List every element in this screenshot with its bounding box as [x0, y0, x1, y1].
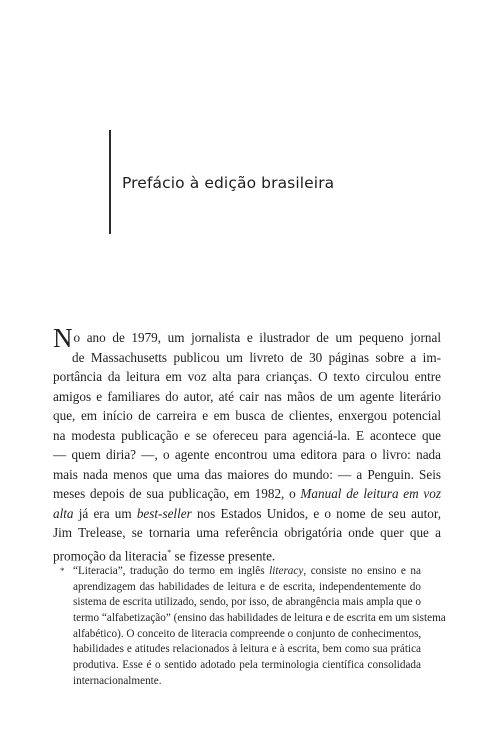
book-title-italic: alta [53, 505, 74, 521]
body-line: mais nada menos que uma das maiores do mundo: — a Penguin. Seis [53, 466, 441, 482]
drop-cap: N [53, 323, 73, 353]
footnote-line: “Literacia”, tradução do termo em inglês literacy, consiste no ensino e na [73, 565, 421, 577]
footnote-reference: * [167, 547, 172, 557]
body-line: meses depois de sua publicação, em 1982, o Manual de leitura em voz [53, 486, 441, 501]
body-line: — quem diria? —, o agente encontrou uma editora para o livro: nada [53, 447, 441, 462]
body-line: na modesta publicação e se ofereceu para agenciá-la. E acontece que [53, 427, 441, 443]
footnote-line: habilidades e atitudes relacionados à leitura e à escrita, bem como sua prática [73, 643, 421, 656]
footnote-line: internacionalmente. [73, 674, 162, 687]
footnote-line: produtiva. Esse é o sentido adotado pela terminologia científica consolidada [73, 659, 421, 672]
body-line: alta já era um best-seller nos Estados Unidos, e o nome de seu autor, [53, 505, 441, 521]
chapter-title: Prefácio à edição brasileira [122, 174, 335, 192]
footnote-line: alfabético). O conceito de literacia compreende o conjunto de conhecimentos, [73, 627, 422, 640]
preface-paragraph [53, 323, 441, 563]
body-line: que, em início de carreira e em busca de clientes, enxergou potencial [53, 408, 441, 423]
footnote-line: sistema de escrita utilizado, sendo, por isso, de abrangência mais ampla que o [73, 596, 421, 609]
footnote-line: termo “alfabetização” (ensino das habilidades de leitura e de escrita em um sistema [73, 612, 446, 625]
body-line: amigos e familiares do autor, até cair nas mãos de um agente literário [53, 388, 441, 404]
footnote-line: aprendizagem das habilidades de leitura e de escrita, independentemente do [73, 580, 421, 593]
body-line: promoção da literacia* se fizesse presente. [53, 547, 276, 563]
body-line: Jim Trelease, se tornaria uma referência obrigatória onde quer que a [53, 525, 441, 540]
best-seller-italic: best-seller [136, 505, 192, 521]
body-line: de Massachusetts publicou um livreto de 30 páginas sobre a im- [72, 349, 441, 365]
chapter-heading-rule [109, 130, 111, 234]
footnote [73, 564, 446, 690]
footnote-marker: * [60, 566, 65, 576]
body-line: No ano de 1979, um jornalista e ilustrador de um pequeno jornal [53, 323, 441, 353]
book-title-italic: Manual de leitura em voz [300, 486, 441, 501]
body-line: portância da leitura em voz alta para crianças. O texto circulou entre [53, 369, 441, 384]
